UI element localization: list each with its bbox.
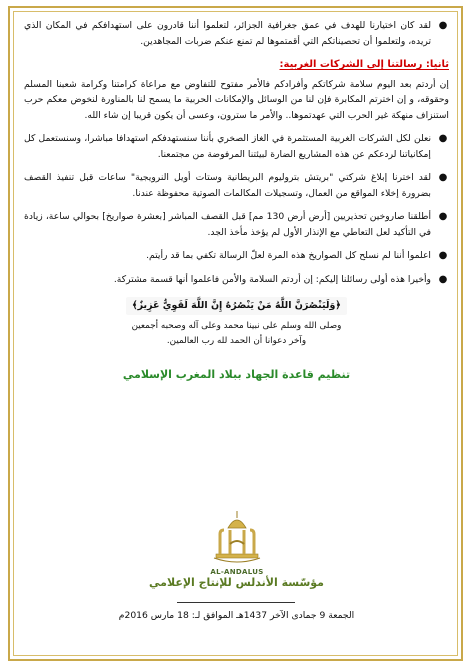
bullet-text: أطلقنا صاروخين تحذيريين [أرض أرض 130 مم] قبل القصف المباشر [بعشرة صواريخ] بحوالي ساعة، زيادة في التأكيد لعل التعاطي مع الإنذار الأول لم يؤخذ مأخذ الجد. bbox=[24, 211, 431, 238]
logo-label: AL-ANDALUS bbox=[210, 568, 264, 576]
al-andalus-logo bbox=[206, 508, 268, 574]
closing-line-2: وآخر دعوانا أن الحمد لله رب العالمين. bbox=[166, 335, 307, 346]
bullet-item-1 bbox=[24, 131, 449, 162]
main-paragraph: إن أردتم بعد اليوم سلامة شركاتكم وأفرادكم فالأمر مفتوح للتفاوض مع مراعاة كرامتنا وكرامة شعبنا المسلم وحقوقه، و إن اخترتم المكابرة فإن لنا من الوسائل والإمكانات الحربية ما يسمح لنا بالمناورة لنخوض معكم حرب استنزاف منهكة غير الحرب التي عهدتموها.. والأمر ما سترون، وعسى أن يكون قريبا إن شاء الله. bbox=[24, 78, 449, 121]
bullet-icon: ● bbox=[438, 133, 448, 144]
bullet-item-3 bbox=[24, 209, 449, 240]
divider bbox=[177, 602, 295, 603]
bullet-icon: ● bbox=[438, 250, 448, 261]
foundation-name: مؤسّسة الأندلس للإنتاج الإعلامي bbox=[149, 576, 324, 589]
section-title: ثانيا: رسالتنا إلى الشركات الغربية: bbox=[279, 59, 449, 70]
quran-verse bbox=[24, 297, 449, 315]
logo-emblem-icon bbox=[206, 508, 268, 566]
bullet-item-5 bbox=[24, 272, 449, 288]
bullet-item-4 bbox=[24, 248, 449, 264]
bullet-icon: ● bbox=[438, 211, 448, 222]
organization-name: تنظيم قاعدة الجهاد ببلاد المغرب الإسلامي bbox=[122, 367, 351, 381]
bullet-icon: ● bbox=[438, 273, 448, 285]
bullet-text: نعلن لكل الشركات الغربية المستثمرة في الغاز الصخري بأننا سنستهدفكم استهدافا مباشرا، وسنستعمل كل إمكانياتنا لردعكم عن هذه المشاريع الضارة لبيئتنا المرفوضة من مجتمعنا. bbox=[24, 133, 431, 160]
intro-bullet-text: لقد كان اختيارنا للهدف في عمق جغرافية الجزائر، لتعلموا أننا قادرون على استهدافكم في المكان الذي تريده، ولتعلموا أن تحصيناتكم التي أقمتموها لم تمنع عنكم ضربات المجاهدين. bbox=[24, 20, 431, 47]
bullet-text: لقد اخترنا إبلاغ شركتي "بريتش بتروليوم البريطانية وستات أويل النرويجية" ساعات قبل تنفيذ القصف بضرورة إخلاء المواقع من العمال، وتسجيلات المكالمات الصوتية محفوظة عندنا. bbox=[24, 172, 431, 199]
verse-text: ﴿وَلَيَنْصُرَنَّ اللَّهُ مَنْ يَنْصُرُهُ إِنَّ اللَّهَ لَقَوِيٌّ عَزِيزٌ﴾ bbox=[126, 297, 347, 315]
intro-bullet bbox=[24, 18, 449, 49]
bullet-item-2 bbox=[24, 170, 449, 201]
bullet-icon: ● bbox=[438, 20, 448, 31]
date-line: الجمعة 9 جمادى الآخر 1437هـ الموافق لـ: 18 مارس 2016م bbox=[118, 610, 355, 621]
bullet-icon: ● bbox=[438, 172, 448, 183]
bullet-text: وأخيرا هذه أولى رسائلنا إليكم: إن أردتم السلامة والأمن فاعلموا أنها قسمة مشتركة. bbox=[113, 273, 431, 285]
bullet-text: اعلموا أننا لم نسلح كل الصواريخ هذه المرة لعلّ الرسالة تكفي بما قد رأيتم. bbox=[146, 250, 431, 261]
closing-line-1: وصلى الله وسلم على نبينا محمد وعلى آله وصحبه أجمعين bbox=[131, 320, 342, 331]
statement-body bbox=[24, 18, 449, 382]
